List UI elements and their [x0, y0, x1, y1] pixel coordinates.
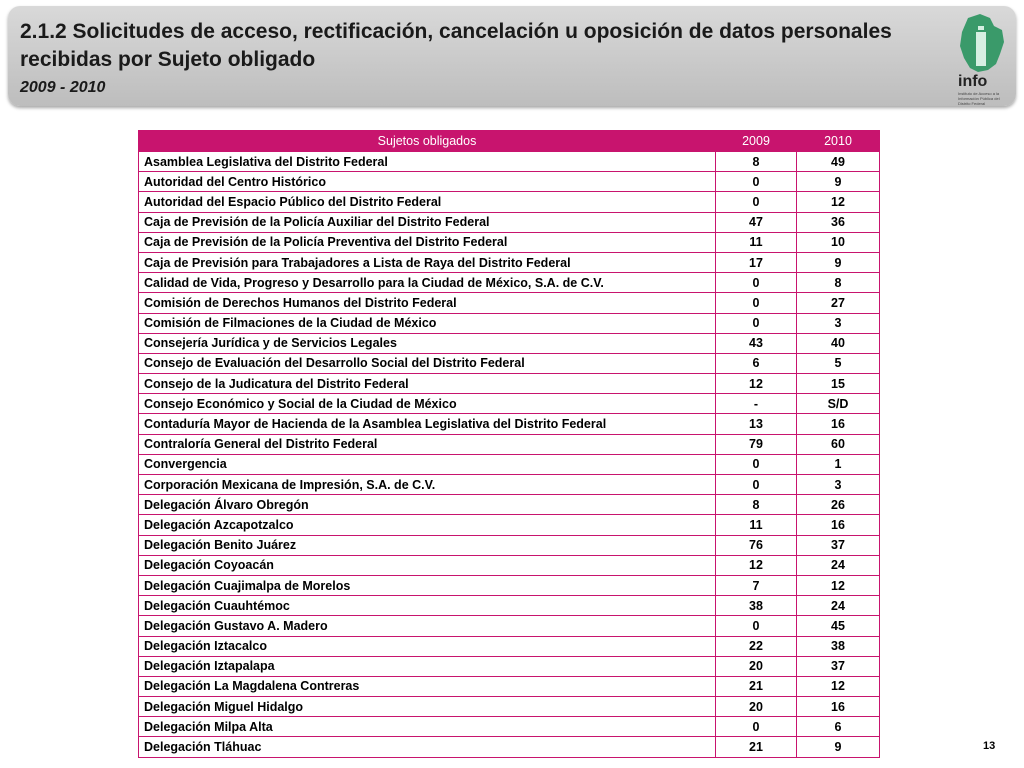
page-title: 2.1.2 Solicitudes de acceso, rectificación, cancelación u oposición de datos personales recibidas por Sujeto obligado [20, 20, 892, 71]
cell-2010: 40 [797, 333, 880, 353]
cell-sujeto: Delegación Benito Juárez [139, 535, 716, 555]
cell-2009: 11 [716, 232, 797, 252]
cell-sujeto: Autoridad del Espacio Público del Distrito Federal [139, 192, 716, 212]
cell-sujeto: Delegación La Magdalena Contreras [139, 676, 716, 696]
cell-2009: 0 [716, 293, 797, 313]
cell-2010: 38 [797, 636, 880, 656]
table-row [139, 737, 880, 757]
cell-2010: 12 [797, 676, 880, 696]
table-row [139, 676, 880, 696]
data-table [138, 130, 880, 758]
cell-2009: 12 [716, 555, 797, 575]
logo-caption: Instituto de Acceso a la Información Pública del Distrito Federal [958, 91, 1000, 106]
cell-sujeto: Calidad de Vida, Progreso y Desarrollo para la Ciudad de México, S.A. de C.V. [139, 273, 716, 293]
cell-2009: 0 [716, 454, 797, 474]
cell-2009: 0 [716, 172, 797, 192]
cell-2010: 45 [797, 616, 880, 636]
cell-sujeto: Delegación Iztapalapa [139, 656, 716, 676]
cell-2009: 76 [716, 535, 797, 555]
cell-2010: 5 [797, 353, 880, 373]
cell-2010: 24 [797, 555, 880, 575]
table-row [139, 273, 880, 293]
cell-2009: 43 [716, 333, 797, 353]
table-row [139, 192, 880, 212]
table-row [139, 212, 880, 232]
column-header: Sujetos obligados [139, 131, 716, 152]
cell-2010: 1 [797, 454, 880, 474]
table-row [139, 353, 880, 373]
cell-2010: 12 [797, 575, 880, 595]
table-row [139, 717, 880, 737]
cell-2010: 9 [797, 172, 880, 192]
cell-2010: 12 [797, 192, 880, 212]
cell-2010: 9 [797, 252, 880, 272]
cell-sujeto: Delegación Gustavo A. Madero [139, 616, 716, 636]
table-row [139, 656, 880, 676]
cell-sujeto: Delegación Álvaro Obregón [139, 495, 716, 515]
table-row [139, 152, 880, 172]
cell-sujeto: Consejería Jurídica y de Servicios Legales [139, 333, 716, 353]
table-row [139, 394, 880, 414]
table-row [139, 313, 880, 333]
cell-2010: 36 [797, 212, 880, 232]
cell-2009: 12 [716, 374, 797, 394]
table-row [139, 495, 880, 515]
column-header: 2009 [716, 131, 797, 152]
cell-2010: 27 [797, 293, 880, 313]
cell-2010: 3 [797, 475, 880, 495]
cell-sujeto: Comisión de Derechos Humanos del Distrito Federal [139, 293, 716, 313]
table-row [139, 697, 880, 717]
cell-sujeto: Delegación Tláhuac [139, 737, 716, 757]
cell-2010: 24 [797, 596, 880, 616]
table-row [139, 596, 880, 616]
table-row [139, 575, 880, 595]
table-row [139, 414, 880, 434]
cell-sujeto: Delegación Cuajimalpa de Morelos [139, 575, 716, 595]
cell-2009: 20 [716, 697, 797, 717]
table-row [139, 232, 880, 252]
cell-sujeto: Convergencia [139, 454, 716, 474]
cell-2009: 79 [716, 434, 797, 454]
cell-2010: S/D [797, 394, 880, 414]
table-row [139, 293, 880, 313]
cell-2009: 17 [716, 252, 797, 272]
cell-2009: 13 [716, 414, 797, 434]
cell-sujeto: Autoridad del Centro Histórico [139, 172, 716, 192]
cell-sujeto: Caja de Previsión de la Policía Auxiliar del Distrito Federal [139, 212, 716, 232]
cell-2009: 7 [716, 575, 797, 595]
cell-2010: 9 [797, 737, 880, 757]
cell-2009: 38 [716, 596, 797, 616]
cell-2010: 16 [797, 414, 880, 434]
cell-2010: 10 [797, 232, 880, 252]
cell-2010: 3 [797, 313, 880, 333]
table-row [139, 535, 880, 555]
table-row [139, 515, 880, 535]
cell-sujeto: Consejo de Evaluación del Desarrollo Social del Distrito Federal [139, 353, 716, 373]
cell-2010: 49 [797, 152, 880, 172]
cell-2009: 8 [716, 152, 797, 172]
cell-sujeto: Delegación Cuauhtémoc [139, 596, 716, 616]
cell-2009: 20 [716, 656, 797, 676]
cell-sujeto: Contaduría Mayor de Hacienda de la Asamblea Legislativa del Distrito Federal [139, 414, 716, 434]
cell-2009: - [716, 394, 797, 414]
cell-sujeto: Comisión de Filmaciones de la Ciudad de México [139, 313, 716, 333]
table-row [139, 333, 880, 353]
table-row [139, 454, 880, 474]
cell-2009: 0 [716, 192, 797, 212]
cell-2010: 8 [797, 273, 880, 293]
cell-sujeto: Consejo Económico y Social de la Ciudad de México [139, 394, 716, 414]
table-body [139, 152, 880, 758]
cell-sujeto: Corporación Mexicana de Impresión, S.A. de C.V. [139, 475, 716, 495]
cell-2009: 6 [716, 353, 797, 373]
column-header: 2010 [797, 131, 880, 152]
logo-text: info [958, 73, 988, 90]
cell-2010: 6 [797, 717, 880, 737]
cell-2009: 21 [716, 737, 797, 757]
table-row [139, 616, 880, 636]
cell-sujeto: Delegación Iztacalco [139, 636, 716, 656]
page-number: 13 [983, 740, 996, 752]
table-header-row [139, 131, 880, 152]
cell-2010: 16 [797, 515, 880, 535]
cell-sujeto: Delegación Miguel Hidalgo [139, 697, 716, 717]
table-row [139, 636, 880, 656]
cell-2009: 21 [716, 676, 797, 696]
table-row [139, 374, 880, 394]
cell-2009: 47 [716, 212, 797, 232]
cell-2010: 15 [797, 374, 880, 394]
cell-2010: 26 [797, 495, 880, 515]
page-subtitle: 2009 - 2010 [20, 79, 106, 96]
cell-2009: 22 [716, 636, 797, 656]
cell-sujeto: Delegación Azcapotzalco [139, 515, 716, 535]
cell-sujeto: Caja de Previsión de la Policía Preventiva del Distrito Federal [139, 232, 716, 252]
table-row [139, 555, 880, 575]
cell-sujeto: Delegación Milpa Alta [139, 717, 716, 737]
table-row [139, 434, 880, 454]
cell-sujeto: Consejo de la Judicatura del Distrito Federal [139, 374, 716, 394]
cell-2010: 60 [797, 434, 880, 454]
cell-2010: 16 [797, 697, 880, 717]
cell-2009: 0 [716, 313, 797, 333]
cell-sujeto: Asamblea Legislativa del Distrito Federal [139, 152, 716, 172]
cell-sujeto: Contraloría General del Distrito Federal [139, 434, 716, 454]
cell-sujeto: Caja de Previsión para Trabajadores a Lista de Raya del Distrito Federal [139, 252, 716, 272]
cell-sujeto: Delegación Coyoacán [139, 555, 716, 575]
cell-2009: 0 [716, 475, 797, 495]
cell-2010: 37 [797, 535, 880, 555]
cell-2010: 37 [797, 656, 880, 676]
cell-2009: 11 [716, 515, 797, 535]
table-row [139, 252, 880, 272]
table-row [139, 172, 880, 192]
cell-2009: 0 [716, 717, 797, 737]
cell-2009: 0 [716, 273, 797, 293]
cell-2009: 8 [716, 495, 797, 515]
cell-2009: 0 [716, 616, 797, 636]
table-row [139, 475, 880, 495]
